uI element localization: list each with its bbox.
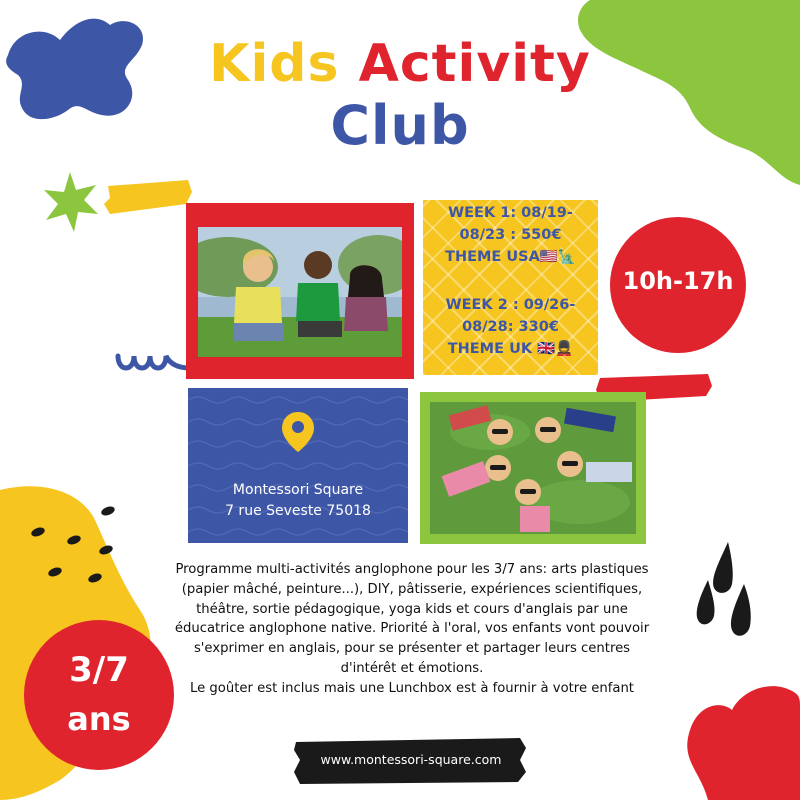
age-number: 3/7 <box>69 650 129 690</box>
website-link[interactable]: www.montessori-square.com <box>320 752 502 767</box>
children-circle-photo <box>430 402 636 534</box>
photo-frame-red <box>186 203 414 379</box>
description-line: s'exprimer en anglais, pour se présenter et partager leurs centres <box>193 641 631 657</box>
week-2-dates: WEEK 2 : 09/26- <box>445 297 576 313</box>
week-schedule-box <box>423 200 598 375</box>
hours-text: 10h-17h <box>622 267 734 295</box>
week-2-info <box>423 294 598 360</box>
description-line: (papier mâché, peinture...), DIY, pâtisserie, expériences scientifiques, <box>181 581 643 597</box>
description-line: d'intérêt et émotions. <box>340 660 484 676</box>
black-drop <box>697 580 715 624</box>
week-1-theme: THEME USA🇺🇸🗽 <box>445 249 576 265</box>
description-line: éducatrice anglophone native. Priorité à l'oral, vos enfants vont pouvoir <box>174 621 650 637</box>
address-street: 7 rue Seveste 75018 <box>225 503 371 519</box>
program-description <box>148 560 676 699</box>
title-word-kids: Kids <box>209 34 340 94</box>
age-unit: ans <box>67 700 131 738</box>
week-2-price: 08/28: 330€ <box>462 319 559 335</box>
black-drop <box>713 542 733 593</box>
black-dot <box>100 505 116 517</box>
week-2-theme: THEME UK 🇬🇧💂 <box>447 341 574 357</box>
address-box <box>188 388 408 543</box>
address-name: Montessori Square <box>232 482 364 498</box>
age-badge <box>24 620 174 770</box>
week-1-price: 08/23 : 550€ <box>459 227 562 243</box>
green-star <box>44 172 98 232</box>
children-photo <box>198 227 402 357</box>
description-line: Le goûter est inclus mais une Lunchbox est à fournir à votre enfant <box>190 680 634 696</box>
week-1-info <box>423 202 598 268</box>
title-word-club: Club <box>330 94 470 157</box>
red-splash <box>687 686 800 800</box>
description-line: théâtre, sortie pédagogique, yoga kids et cours d'anglais par une <box>196 601 628 617</box>
map-pin-icon <box>280 410 316 454</box>
photo-frame-green <box>420 392 646 544</box>
black-drop <box>731 584 751 636</box>
description-line: Programme multi-activités anglophone pour les 3/7 ans: arts plastiques <box>175 562 649 577</box>
website-banner <box>300 740 522 780</box>
hours-badge <box>610 217 746 353</box>
yellow-stroke-top <box>104 180 192 214</box>
title-line-1 <box>0 34 800 94</box>
title-word-activity: Activity <box>358 34 591 94</box>
week-1-dates: WEEK 1: 08/19- <box>448 205 573 221</box>
blue-squiggle <box>118 356 190 368</box>
